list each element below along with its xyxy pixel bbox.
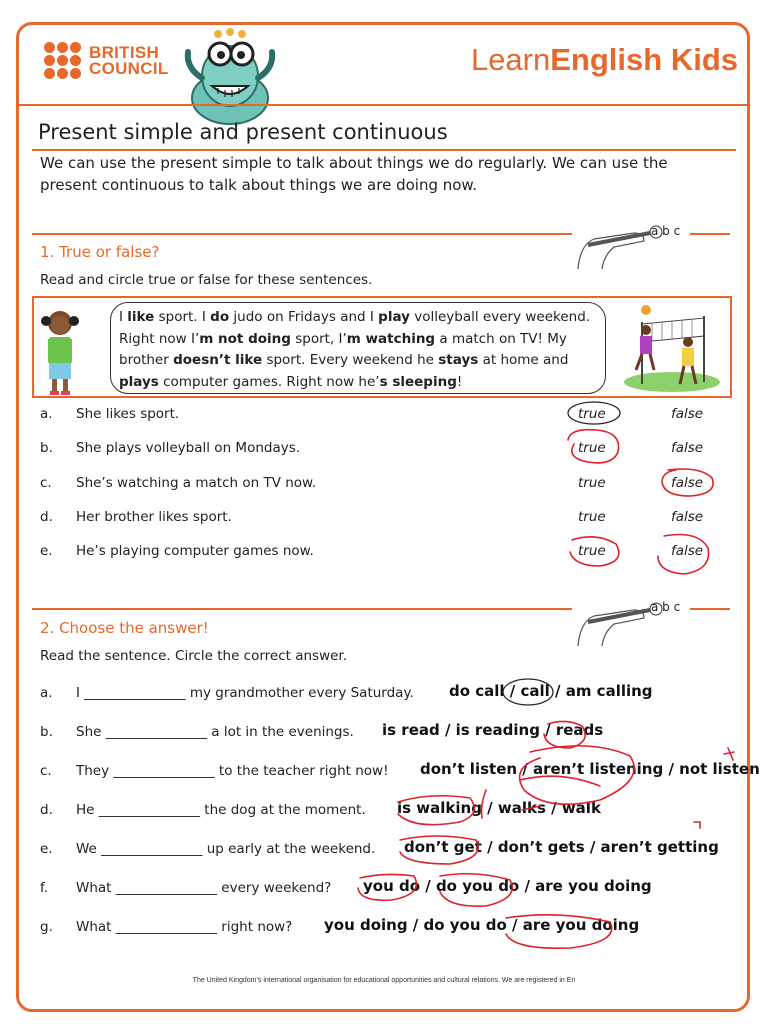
section2-divider	[32, 608, 572, 610]
abc-label-1: a b c	[651, 224, 681, 238]
mc-sentence: I _______________ my grandmother every Saturday.	[76, 685, 414, 701]
mc-row-d	[40, 799, 740, 821]
british-council-logo	[44, 42, 169, 79]
section1-divider-right	[690, 233, 730, 235]
story-fragment: sport. Every weekend he	[262, 352, 439, 368]
true-option[interactable]: true	[578, 509, 606, 525]
true-option[interactable]: true	[578, 440, 606, 456]
tf-row-a	[40, 406, 720, 426]
tf-letter: e.	[40, 543, 53, 559]
false-option[interactable]: false	[671, 509, 704, 525]
mc-options[interactable]: you do / do you do / are you doing	[363, 877, 652, 895]
monster-mascot-icon	[180, 28, 280, 126]
mc-letter: a.	[40, 685, 53, 701]
section1-divider	[32, 233, 572, 235]
tf-row-d	[40, 509, 720, 529]
story-fragment: I	[119, 309, 128, 325]
mc-letter: d.	[40, 802, 53, 818]
tf-row-e	[40, 543, 720, 563]
tf-letter: d.	[40, 509, 53, 525]
brand-bold: English Kids	[550, 42, 738, 77]
story-fragment: judo on Fridays and I	[229, 309, 379, 325]
section2-heading: 2. Choose the answer!	[40, 619, 209, 637]
mc-letter: b.	[40, 724, 53, 740]
story-fragment: at home and	[478, 352, 569, 368]
tf-sentence: Her brother likes sport.	[76, 509, 232, 525]
tf-sentence: She’s watching a match on TV now.	[76, 475, 317, 491]
volleyball-illustration-icon	[622, 302, 722, 394]
story-verb: doesn’t like	[173, 352, 263, 368]
mc-letter: f.	[40, 880, 49, 896]
mc-letter: g.	[40, 919, 53, 935]
mc-letter: c.	[40, 763, 52, 779]
page-title: Present simple and present continuous	[38, 120, 448, 144]
mc-row-a	[40, 682, 740, 704]
mc-sentence: He _______________ the dog at the moment.	[76, 802, 366, 818]
mc-row-g	[40, 916, 740, 938]
mc-row-e	[40, 838, 740, 860]
tf-row-b	[40, 440, 720, 460]
tf-sentence: She likes sport.	[76, 406, 180, 422]
story-speech-bubble	[110, 302, 606, 394]
section2-instruction: Read the sentence. Circle the correct answer.	[40, 648, 348, 664]
mc-options[interactable]: is read / is reading / reads	[382, 721, 604, 739]
logo-line-2: COUNCIL	[89, 58, 169, 78]
false-option[interactable]: false	[671, 475, 704, 491]
girl-illustration-icon	[38, 305, 82, 397]
mc-options[interactable]: don’t get / don’t gets / aren’t getting	[404, 838, 719, 856]
tf-row-c	[40, 475, 720, 495]
mc-letter: e.	[40, 841, 53, 857]
mc-sentence: What _______________ right now?	[76, 919, 293, 935]
brand-light: Learn	[470, 42, 551, 77]
mc-sentence: What _______________ every weekend?	[76, 880, 332, 896]
story-verb: play	[378, 309, 410, 325]
tf-sentence: He’s playing computer games now.	[76, 543, 314, 559]
tf-letter: a.	[40, 406, 53, 422]
story-verb: m not doing	[199, 330, 291, 347]
section1-heading: 1. True or false?	[40, 243, 160, 261]
header-divider	[18, 104, 750, 106]
mc-row-c	[40, 760, 760, 782]
learnenglish-kids-logo	[471, 42, 738, 78]
false-option[interactable]: false	[671, 543, 704, 559]
story-verb: plays	[119, 373, 159, 390]
mc-options[interactable]: is walking / walks / walk	[397, 799, 601, 817]
mc-options[interactable]: don’t listen / aren’t listening / not listen	[420, 760, 760, 778]
mc-row-b	[40, 721, 740, 743]
tf-letter: b.	[40, 440, 53, 456]
abc-label-2: a b c	[651, 600, 681, 614]
logo-line-1: BRITISH	[89, 42, 160, 62]
story-text	[119, 309, 590, 390]
title-divider	[32, 149, 736, 151]
false-option[interactable]: false	[671, 440, 704, 456]
tf-letter: c.	[40, 475, 52, 491]
story-fragment: sport, I’	[290, 330, 347, 347]
story-fragment: volleyball every weekend. Right now I’	[119, 309, 591, 347]
section1-instruction: Read and circle true or false for these sentences.	[40, 272, 373, 288]
story-verb: do	[210, 309, 230, 325]
tf-sentence: She plays volleyball on Mondays.	[76, 440, 301, 456]
false-option[interactable]: false	[671, 406, 704, 422]
true-option[interactable]: true	[578, 475, 606, 491]
footer-text: The United Kingdom’s international organisation for educational opportunities and cultural relations. We are registered in En	[192, 977, 576, 984]
true-option[interactable]: true	[578, 406, 606, 422]
mc-options[interactable]: do call / call / am calling	[449, 682, 653, 700]
mc-options[interactable]: you doing / do you do / are you doing	[324, 916, 640, 934]
story-verb: stays	[438, 352, 479, 368]
mc-row-f	[40, 877, 740, 899]
intro-text: We can use the present simple to talk about things we do regularly. We can use the present continuous to talk about things we are doing now.	[40, 154, 668, 194]
mc-sentence: We _______________ up early at the weekend.	[76, 841, 376, 857]
story-fragment: !	[456, 373, 463, 390]
story-fragment: computer games. Right now he’	[158, 373, 380, 390]
story-verb: s sleeping	[379, 373, 457, 390]
logo-dots-icon	[44, 42, 81, 79]
true-option[interactable]: true	[578, 543, 606, 559]
story-fragment: sport. I	[154, 309, 211, 325]
story-verb: like	[127, 309, 155, 325]
story-fragment: a match on TV! My brother	[119, 330, 567, 368]
section2-divider-right	[690, 608, 730, 610]
story-verb: m watching	[346, 330, 436, 347]
mc-sentence: They _______________ to the teacher right now!	[76, 763, 389, 779]
mc-sentence: She _______________ a lot in the evenings.	[76, 724, 354, 740]
